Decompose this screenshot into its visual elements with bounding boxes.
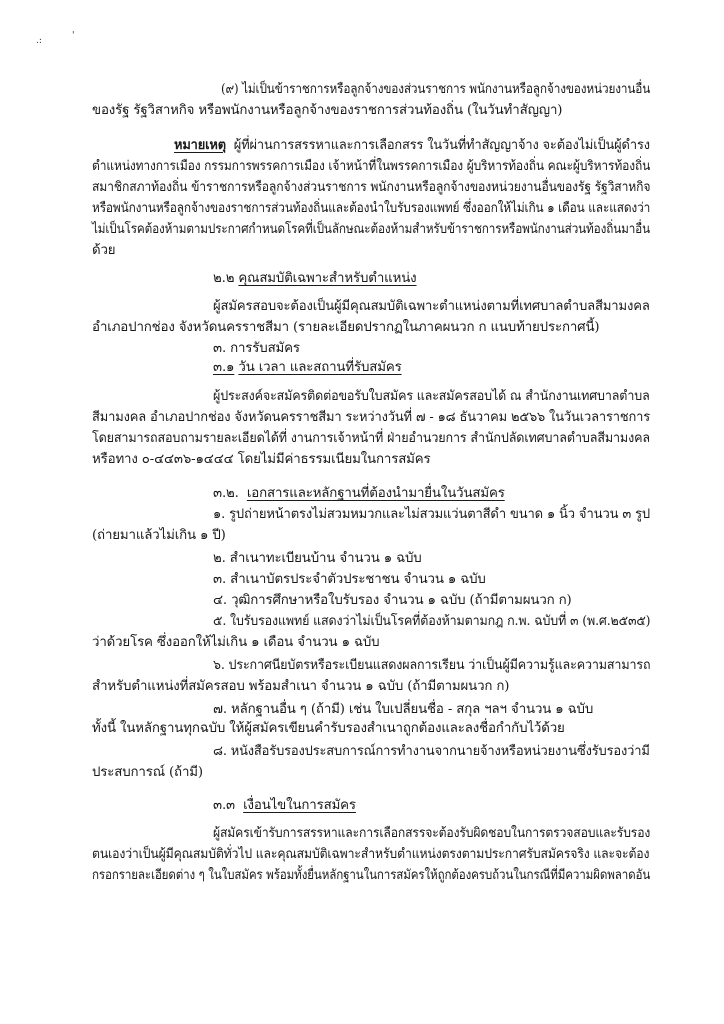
- paragraph-line: สีมามงคล อำเภอปากช่อง จังหวัดนครราชสีมา ระหว่างวันที่ ๗ - ๑๘ ธันวาคม ๒๕๖๖ ในวันเวลาราชการ: [92, 410, 651, 425]
- paragraph-line: อำเภอปากช่อง จังหวัดนครราชสีมา (รายละเอียดปรากฏในภาคผนวก ก แนบท้ายประกาศนี้): [92, 320, 600, 335]
- list-item: ๗. หลักฐานอื่น ๆ (ถ้ามี) เช่น ใบเปลี่ยนชื่อ - สกุล ฯลฯ จำนวน ๑ ฉบับ: [213, 702, 594, 717]
- note-line: [174, 137, 650, 155]
- note-line: ด้วย: [92, 243, 116, 258]
- note-text: ผู้ที่ผ่านการสรรหาและการเลือกสรร ในวันที่ทำสัญญาจ้าง จะต้องไม่เป็นผู้ดำรง: [233, 138, 650, 153]
- list-item: ๑. รูปถ่ายหน้าตรงไม่สวมหมวกและไม่สวมแว่นตาสีดำ ขนาด ๑ นิ้ว จำนวน ๓ รูป: [213, 507, 651, 522]
- paragraph-line: ผู้สมัครเข้ารับการสรรหาและการเลือกสรรจะต้องรับผิดชอบในการตรวจสอบและรับรอง: [213, 826, 651, 841]
- section-number: ๓.๑: [213, 360, 235, 375]
- paragraph-line: ผู้ประสงค์จะสมัครติดต่อขอรับใบสมัคร และสมัครสอบได้ ณ สำนักงานเทศบาลตำบล: [213, 389, 650, 404]
- list-item: สำหรับตำแหน่งที่สมัครสอบ พร้อมสำเนา จำนวน ๑ ฉบับ (ถ้ามีตามผนวก ก): [92, 679, 510, 694]
- section-heading-3-3: [213, 797, 356, 815]
- note-line: ไม่เป็นโรคต้องห้ามตามประกาศกำหนดโรคที่เป็นลักษณะต้องห้ามสำหรับข้าราชการหรือพนักงานส่วนท้องถิ่นมาอื่น: [92, 222, 651, 237]
- section-title: เงื่อนไขในการสมัคร: [243, 798, 356, 813]
- list-item: ทั้งนี้ ในหลักฐานทุกฉบับ ให้ผู้สมัครเขียนคำรับรองสำเนาถูกต้องและลงชื่อกำกับไว้ด้วย: [92, 721, 565, 736]
- paragraph-line: โดยสามารถสอบถามรายละเอียดได้ที่ งานการเจ้าหน้าที่ ฝ่ายอำนวยการ สำนักปลัดเทศบาลตำบลสีมามงคล: [92, 431, 650, 446]
- scan-mark: .:: [36, 36, 42, 46]
- note-line: ตำแหน่งทางการเมือง กรรมการพรรคการเมือง เจ้าหน้าที่ในพรรคการเมือง ผู้บริหารท้องถิ่น คณะผู้บริหารท้องถิ่น: [92, 159, 651, 174]
- list-item: ๕. ใบรับรองแพทย์ แสดงว่าไม่เป็นโรคที่ต้องห้ามตามกฎ ก.พ. ฉบับที่ ๓ (พ.ศ.๒๕๓๕): [213, 614, 651, 629]
- list-item: ๘. หนังสือรับรองประสบการณ์การทำงานจากนายจ้างหรือหน่วยงานซึ่งรับรองว่ามี: [213, 744, 650, 759]
- section-title: วัน เวลา และสถานที่รับสมัคร: [238, 360, 402, 375]
- paragraph-line: หรือทาง ๐-๔๔๓๖-๑๔๔๔ โดยไม่มีค่าธรรมเนียมในการสมัคร: [92, 452, 431, 467]
- section-number: ๓.๒.: [213, 486, 239, 501]
- list-item: ๔. วุฒิการศึกษาหรือใบรับรอง จำนวน ๑ ฉบับ (ถ้ามีตามผนวก ก): [213, 593, 572, 608]
- section-number: ๓.๓: [213, 798, 235, 813]
- paragraph-line: (๙) ไม่เป็นข้าราชการหรือลูกจ้างของส่วนราชการ พนักงานหรือลูกจ้างของหน่วยงานอื่น: [221, 82, 651, 97]
- section-heading-2-2: [213, 270, 417, 288]
- section-heading-3: ๓. การรับสมัคร: [213, 341, 300, 356]
- paragraph-line: ผู้สมัครสอบจะต้องเป็นผู้มีคุณสมบัติเฉพาะตำแหน่งตามที่เทศบาลตำบลสีมามงคล: [213, 299, 650, 314]
- section-heading-3-1: [213, 359, 402, 377]
- list-item: ประสบการณ์ (ถ้ามี): [92, 765, 203, 780]
- paragraph-line: ตนเองว่าเป็นผู้มีคุณสมบัติทั่วไป และคุณสมบัติเฉพาะสำหรับตำแหน่งตรงตามประกาศรับสมัครจริง และจะต้อง: [92, 847, 650, 862]
- section-heading-3-2: [213, 485, 505, 503]
- note-line: หรือพนักงานหรือลูกจ้างของราชการส่วนท้องถิ่นและต้องนำใบรับรองแพทย์ ซึ่งออกให้ไม่เกิน ๑ เดือน และแสดงว่า: [92, 201, 651, 216]
- paragraph-line: กรอกรายละเอียดต่าง ๆ ในใบสมัคร พร้อมทั้งยื่นหลักฐานในการสมัครให้ถูกต้องครบถ้วนในกรณีที่มีความผิดพลาดอัน: [92, 868, 651, 883]
- note-label: หมายเหตุ: [174, 138, 226, 153]
- scan-mark: ': [72, 31, 75, 41]
- section-title: คุณสมบัติเฉพาะสำหรับตำแหน่ง: [238, 271, 417, 286]
- list-item: ๒. สำเนาทะเบียนบ้าน จำนวน ๑ ฉบับ: [213, 551, 422, 566]
- note-line: สมาชิกสภาท้องถิ่น ข้าราชการหรือลูกจ้างส่วนราชการ พนักงานหรือลูกจ้างของหน่วยงานอื่นของรัฐ รัฐวิสาหกิจ: [92, 180, 651, 195]
- paragraph-line: ของรัฐ รัฐวิสาหกิจ หรือพนักงานหรือลูกจ้างของราชการส่วนท้องถิ่น (ในวันทำสัญญา): [92, 103, 563, 118]
- list-item: ๖. ประกาศนียบัตรหรือระเบียนแสดงผลการเรียน ว่าเป็นผู้มีความรู้และความสามารถ: [213, 658, 651, 673]
- list-item: ๓. สำเนาบัตรประจำตัวประชาชน จำนวน ๑ ฉบับ: [213, 572, 486, 587]
- list-item: ว่าด้วยโรค ซึ่งออกให้ไม่เกิน ๑ เดือน จำนวน ๑ ฉบับ: [92, 635, 380, 650]
- section-number: ๒.๒: [213, 271, 235, 286]
- section-title: เอกสารและหลักฐานที่ต้องนำมายื่นในวันสมัคร: [246, 486, 505, 501]
- list-item: (ถ่ายมาแล้วไม่เกิน ๑ ปี): [92, 528, 226, 543]
